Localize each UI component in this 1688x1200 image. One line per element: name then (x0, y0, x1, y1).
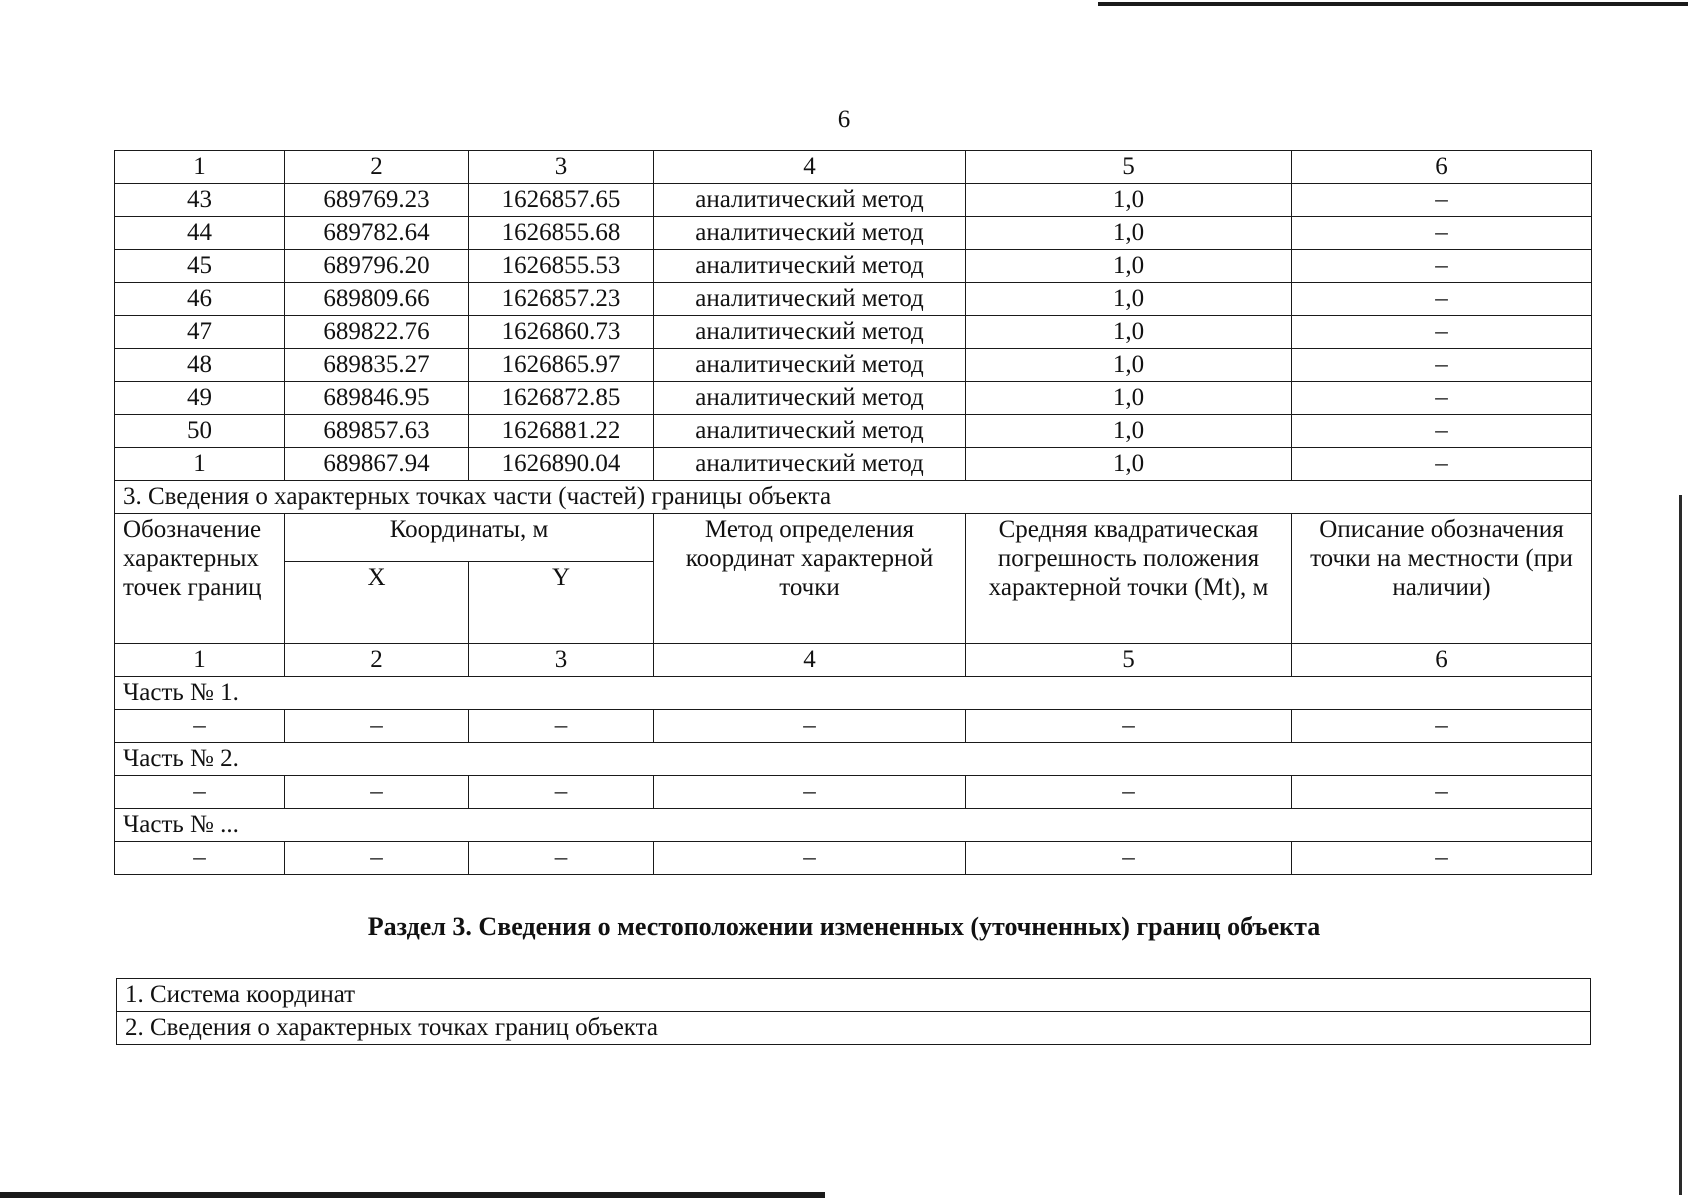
coord-y: 1626865.97 (469, 349, 654, 382)
coord-x: 689782.64 (285, 217, 469, 250)
table-row (115, 842, 1592, 875)
mt-value: 1,0 (966, 382, 1292, 415)
table-row (115, 250, 1592, 283)
coord-y: 1626855.68 (469, 217, 654, 250)
coord-y: 1626872.85 (469, 382, 654, 415)
table-row (115, 382, 1592, 415)
method: аналитический метод (654, 184, 966, 217)
parts-section-title: 3. Сведения о характерных точках части (частей) границы объекта (115, 481, 1592, 514)
table-row (115, 710, 1592, 743)
description: – (1292, 448, 1592, 481)
coord-x: 689835.27 (285, 349, 469, 382)
column-number: 3 (469, 151, 654, 184)
column-number-row (115, 644, 1592, 677)
empty-cell: – (285, 710, 469, 743)
coord-x: 689809.66 (285, 283, 469, 316)
scan-edge-right (1679, 495, 1682, 1195)
method: аналитический метод (654, 316, 966, 349)
table-row (115, 349, 1592, 382)
coord-x: 689857.63 (285, 415, 469, 448)
column-number: 6 (1292, 644, 1592, 677)
point-id: 1 (115, 448, 285, 481)
boundary-points-label: 2. Сведения о характерных точках границ объекта (117, 1012, 1591, 1045)
empty-cell: – (966, 710, 1292, 743)
parts-section-title-row (115, 481, 1592, 514)
table-row (115, 316, 1592, 349)
description: – (1292, 250, 1592, 283)
part-label-row (115, 677, 1592, 710)
empty-cell: – (966, 842, 1292, 875)
column-number: 2 (285, 151, 469, 184)
mt-value: 1,0 (966, 283, 1292, 316)
empty-cell: – (285, 776, 469, 809)
description: – (1292, 217, 1592, 250)
header-y: Y (469, 562, 654, 644)
method: аналитический метод (654, 250, 966, 283)
coordinate-system-label: 1. Система координат (117, 979, 1591, 1012)
table-row (115, 776, 1592, 809)
description: – (1292, 415, 1592, 448)
mt-value: 1,0 (966, 415, 1292, 448)
empty-cell: – (966, 776, 1292, 809)
empty-cell: – (1292, 842, 1592, 875)
empty-cell: – (654, 776, 966, 809)
empty-cell: – (285, 842, 469, 875)
page-number: 6 (837, 106, 851, 133)
coord-y: 1626855.53 (469, 250, 654, 283)
coord-y: 1626857.23 (469, 283, 654, 316)
boundary-points-table (114, 150, 1592, 875)
coord-y: 1626881.22 (469, 415, 654, 448)
mt-value: 1,0 (966, 250, 1292, 283)
table-row (115, 448, 1592, 481)
coord-x: 689769.23 (285, 184, 469, 217)
column-number-row (115, 151, 1592, 184)
point-id: 47 (115, 316, 285, 349)
part-label-row (115, 809, 1592, 842)
header-mt: Средняя квадратическая погрешность положения характерной точки (Mt), м (966, 514, 1292, 644)
part-label-row (115, 743, 1592, 776)
header-coordinates: Координаты, м (285, 514, 654, 562)
table-row (115, 283, 1592, 316)
section3-table (116, 978, 1591, 1045)
method: аналитический метод (654, 217, 966, 250)
coord-x: 689796.20 (285, 250, 469, 283)
header-point-designation: Обозначение характерных точек границ (115, 514, 285, 644)
coord-y: 1626860.73 (469, 316, 654, 349)
method: аналитический метод (654, 382, 966, 415)
empty-cell: – (1292, 710, 1592, 743)
coord-y: 1626890.04 (469, 448, 654, 481)
column-number: 4 (654, 644, 966, 677)
section3-row (117, 1012, 1591, 1045)
table-row (115, 217, 1592, 250)
description: – (1292, 349, 1592, 382)
point-id: 43 (115, 184, 285, 217)
point-id: 44 (115, 217, 285, 250)
empty-cell: – (469, 842, 654, 875)
point-id: 48 (115, 349, 285, 382)
description: – (1292, 382, 1592, 415)
description: – (1292, 283, 1592, 316)
header-method: Метод определения координат характерной точки (654, 514, 966, 644)
empty-cell: – (115, 842, 285, 875)
mt-value: 1,0 (966, 448, 1292, 481)
coord-x: 689867.94 (285, 448, 469, 481)
scan-edge-top (1098, 2, 1688, 6)
scan-edge-bottom (0, 1192, 825, 1198)
part-label: Часть № ... (115, 809, 1592, 842)
point-id: 49 (115, 382, 285, 415)
method: аналитический метод (654, 415, 966, 448)
column-number: 5 (966, 644, 1292, 677)
empty-cell: – (654, 710, 966, 743)
coord-y: 1626857.65 (469, 184, 654, 217)
method: аналитический метод (654, 283, 966, 316)
empty-cell: – (654, 842, 966, 875)
column-number: 6 (1292, 151, 1592, 184)
point-id: 45 (115, 250, 285, 283)
empty-cell: – (115, 710, 285, 743)
point-id: 46 (115, 283, 285, 316)
part-label: Часть № 2. (115, 743, 1592, 776)
column-number: 2 (285, 644, 469, 677)
method: аналитический метод (654, 448, 966, 481)
description: – (1292, 316, 1592, 349)
parts-header-row (115, 514, 1592, 562)
method: аналитический метод (654, 349, 966, 382)
mt-value: 1,0 (966, 184, 1292, 217)
section3-row (117, 979, 1591, 1012)
coord-x: 689846.95 (285, 382, 469, 415)
empty-cell: – (469, 710, 654, 743)
empty-cell: – (469, 776, 654, 809)
table-row (115, 184, 1592, 217)
section3-heading: Раздел 3. Сведения о местоположении измененных (уточненных) границ объекта (367, 912, 1321, 941)
mt-value: 1,0 (966, 217, 1292, 250)
column-number: 4 (654, 151, 966, 184)
column-number: 5 (966, 151, 1292, 184)
point-id: 50 (115, 415, 285, 448)
empty-cell: – (115, 776, 285, 809)
column-number: 3 (469, 644, 654, 677)
column-number: 1 (115, 644, 285, 677)
empty-cell: – (1292, 776, 1592, 809)
coord-x: 689822.76 (285, 316, 469, 349)
header-x: X (285, 562, 469, 644)
table-row (115, 415, 1592, 448)
mt-value: 1,0 (966, 316, 1292, 349)
part-label: Часть № 1. (115, 677, 1592, 710)
description: – (1292, 184, 1592, 217)
column-number: 1 (115, 151, 285, 184)
header-description: Описание обозначения точки на местности (при наличии) (1292, 514, 1592, 644)
mt-value: 1,0 (966, 349, 1292, 382)
